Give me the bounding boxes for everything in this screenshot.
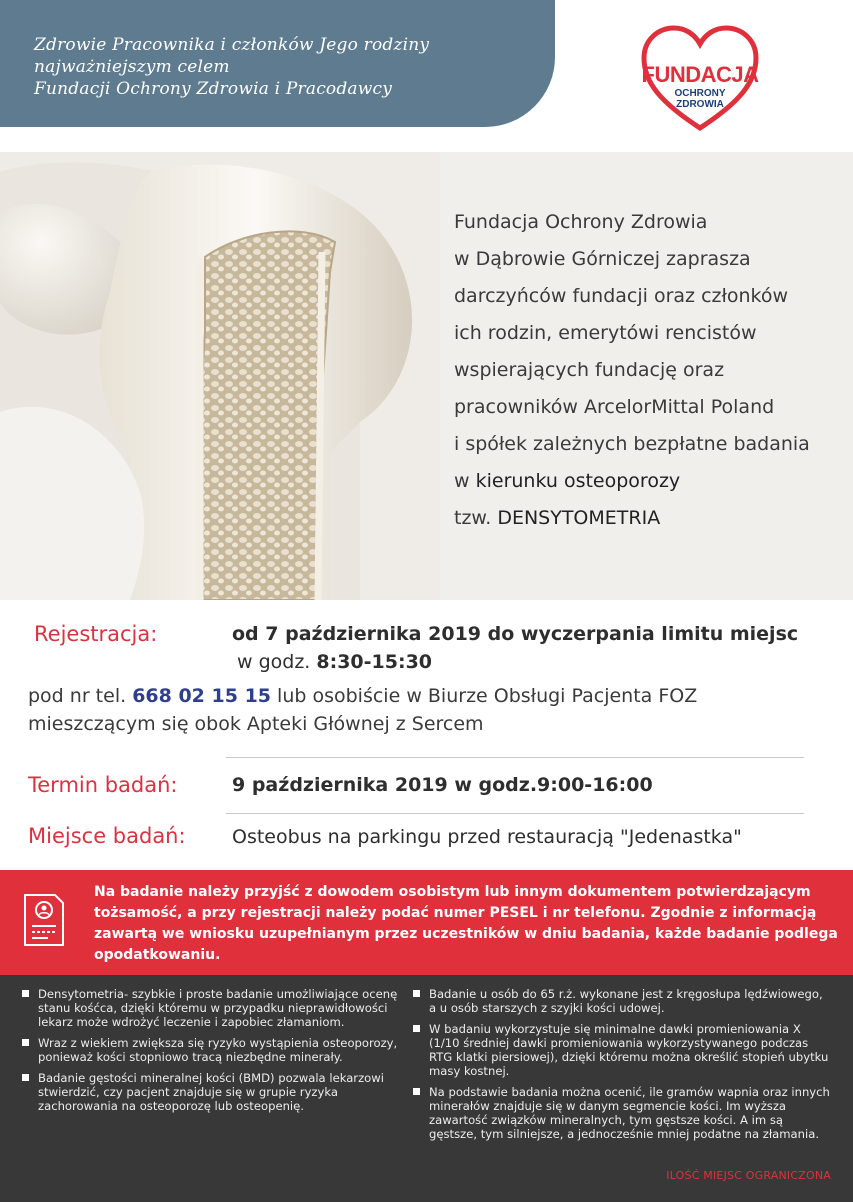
bullet-square-icon [22, 990, 29, 997]
registration-phone-line [28, 685, 697, 707]
header-line-1: Zdrowie Pracownika i członków Jego rodziny [34, 35, 430, 55]
hero-line-8-prefix: w [454, 470, 476, 492]
limited-places-note: ILOŚĆ MIEJSC OGRANICZONA [666, 1169, 831, 1182]
info-item [22, 987, 402, 1029]
hero-section [0, 152, 853, 600]
header-line-2: najważniejszym celem [34, 57, 230, 77]
notice-band [0, 870, 853, 975]
hero-line-9-prefix: tzw. [454, 507, 498, 529]
info-item-text: Badanie u osób do 65 r.ż. wykonane jest z kręgosłupa lędźwiowego, a u osób starszych z szyjki kości udowej. [429, 987, 823, 1015]
bullet-square-icon [413, 990, 420, 997]
hero-line: darczyńców fundacji oraz członków [454, 285, 789, 307]
info-column-right [413, 987, 833, 1148]
hero-emphasis-densitometry: DENSYTOMETRIA [497, 507, 661, 529]
info-item [22, 1036, 402, 1064]
registration-location-line: mieszczącym się obok Apteki Głównej z Sercem [28, 713, 484, 735]
notice-text: Na badanie należy przyjść z dowodem osobistym lub innym dokumentem potwierdzającym tożsamość, a przy rejestracji należy podać numer PESEL i nr telefonu. Zgodnie z informacją zawartą we wniosku uzupełnianym przez uczestników w dniu badania, każde badanie podlega opodatkowaniu. [94, 884, 838, 963]
bullet-square-icon [22, 1039, 29, 1046]
hero-line: wspierających fundację oraz [454, 359, 725, 381]
bullet-square-icon [413, 1025, 420, 1032]
hero-invitation-text [454, 204, 844, 537]
divider [226, 813, 804, 814]
phone-suffix: lub osobiście w Biurze Obsługi Pacjenta FOZ [271, 685, 698, 707]
logo-word: FUNDACJA [641, 62, 759, 87]
foundation-logo [640, 24, 760, 132]
info-item-text: Na podstawie badania można ocenić, ile gramów wapnia oraz innych minerałów znajduje się w danym segmencie kości. Im wyższa zawartość związków mineralnych, tym gęstsze kości. A im są gęstsze, tym silniejsze, a jednocześnie mniej podatne na złamania. [429, 1085, 830, 1141]
hero-line: ich rodzin, emerytówi rencistów [454, 322, 757, 344]
bone-cross-section-image [0, 152, 440, 600]
registration-label: Rejestracja: [34, 622, 158, 646]
divider [226, 757, 804, 758]
info-band [0, 975, 853, 1202]
header-line-3: Fundacji Ochrony Zdrowia i Pracodawcy [34, 79, 393, 99]
exam-place-value: Osteobus na parkingu przed restauracją "Jedenastka" [232, 826, 742, 848]
logo-line-2: OCHRONY [674, 88, 726, 99]
exam-date-value: 9 października 2019 w godz.9:00-16:00 [232, 774, 653, 796]
hero-line: pracowników ArcelorMittal Poland [454, 396, 775, 418]
exam-date-label: Termin badań: [28, 773, 178, 797]
registration-dates: od 7 października 2019 do wyczerpania limitu miejsc [232, 623, 799, 645]
header-band [0, 0, 555, 127]
info-item [413, 987, 833, 1015]
logo-line-3: ZDROWIA [676, 99, 724, 110]
info-column-left [22, 987, 402, 1120]
registration-hours-value: 8:30-15:30 [316, 651, 433, 673]
phone-number[interactable]: 668 02 15 15 [132, 685, 272, 707]
registration-hours-prefix: w godz. [237, 651, 317, 673]
id-document-icon [22, 892, 66, 948]
info-item [22, 1071, 402, 1113]
info-item-text: Densytometria- szybkie i proste badanie umożliwiające ocenę stanu kośćca, dzięki któremu w przypadku nieprawidłowości lekarz może wdrożyć leczenie i zapobiec złamaniom. [38, 987, 398, 1029]
info-item-text: W badaniu wykorzystuje się minimalne dawki promieniowania X (1/10 średniej dawki promieniowania wykorzystywanego podczas RTG klatki piersiowej), dzięki któremu można określić stopień ubytku masy kostnej. [429, 1022, 829, 1078]
hero-line: i spółek zależnych bezpłatne badania [454, 433, 810, 455]
registration-hours [237, 651, 432, 673]
hero-line [454, 463, 844, 500]
hero-line: w Dąbrowie Górniczej zaprasza [454, 248, 751, 270]
hero-line [454, 500, 844, 537]
bullet-square-icon [22, 1074, 29, 1081]
hero-line: Fundacja Ochrony Zdrowia [454, 211, 708, 233]
info-item [413, 1022, 833, 1078]
info-item [413, 1085, 833, 1141]
info-item-text: Badanie gęstości mineralnej kości (BMD) pozwala lekarzowi stwierdzić, czy pacjent znajduje się w grupie ryzyka zachorowania na osteoporozę lub osteopenię. [38, 1071, 384, 1113]
phone-prefix: pod nr tel. [28, 685, 133, 707]
hero-emphasis-osteoporosis: kierunku osteoporozy [475, 470, 681, 492]
bullet-square-icon [413, 1088, 420, 1095]
exam-place-label: Miejsce badań: [28, 824, 186, 848]
info-item-text: Wraz z wiekiem zwiększa się ryzyko wystąpienia osteoporozy, ponieważ kości stopniowo tracą niezbędne minerały. [38, 1036, 398, 1064]
